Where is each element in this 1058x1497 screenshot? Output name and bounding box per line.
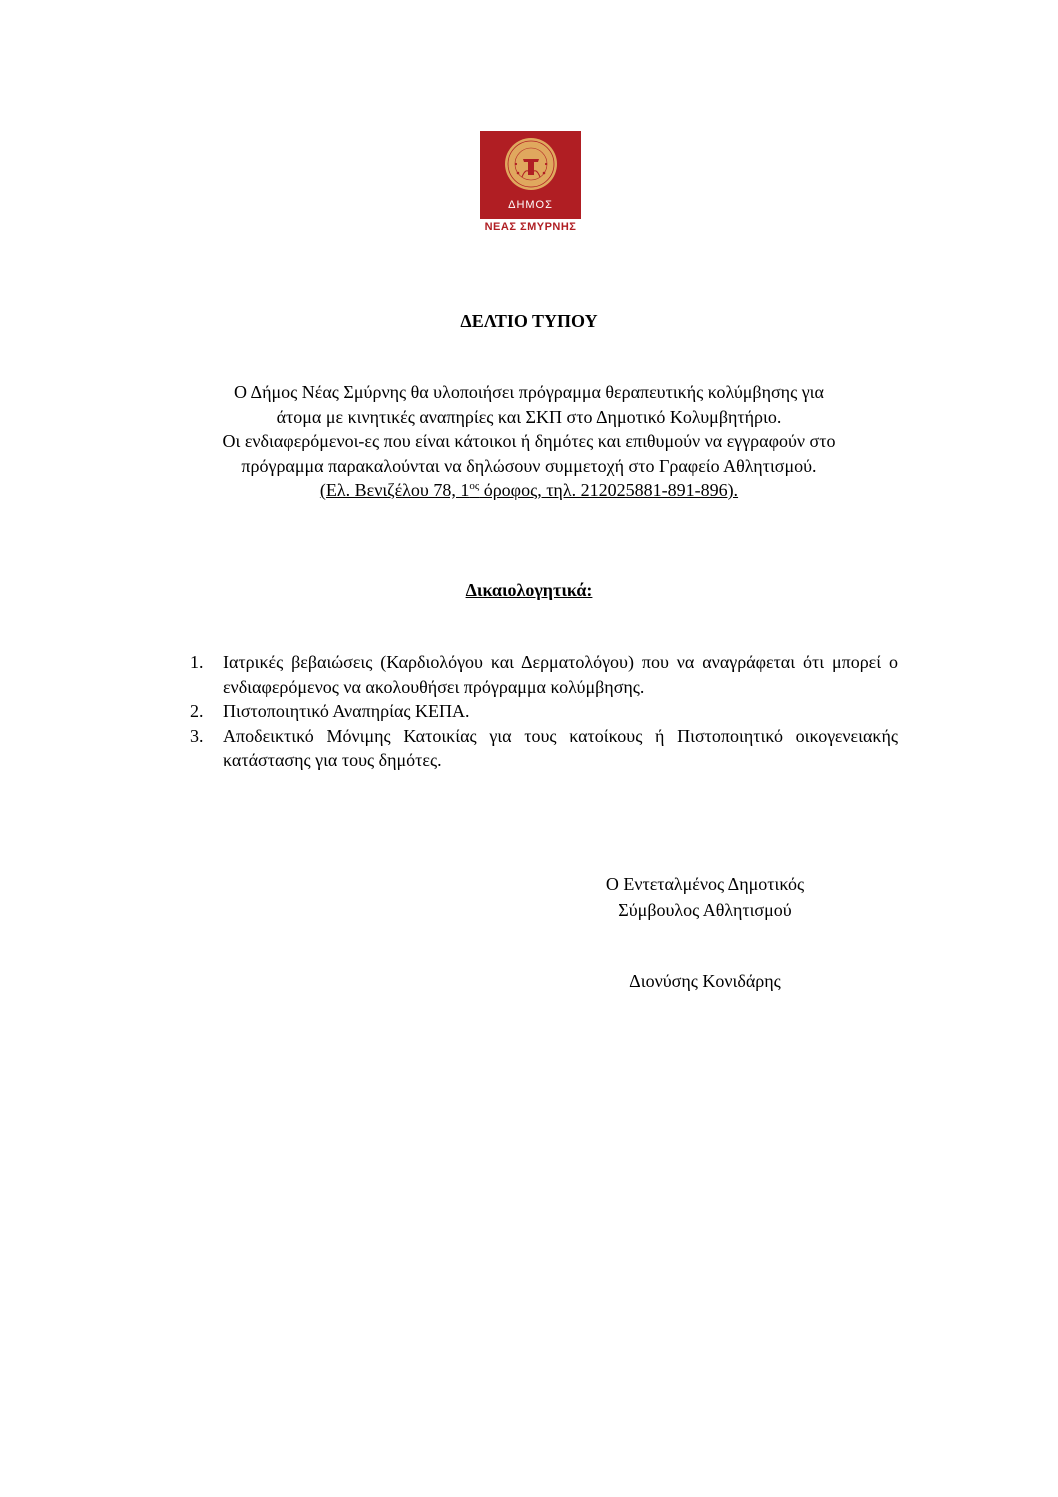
intro-line: πρόγραμμα παρακαλούνται να δηλώσουν συμμετοχή στο Γραφείο Αθλητισμού. xyxy=(241,455,817,476)
signature-role-line: Ο Εντεταλμένος Δημοτικός xyxy=(605,874,805,894)
intro-line: Οι ενδιαφερόμενοι-ες που είναι κάτοικοι ή δημότες και επιθυμούν να εγγραφούν στο xyxy=(222,431,836,451)
requirements-title: Δικαιολογητικά: xyxy=(465,580,593,600)
list-item-text: Πιστοποιητικό Αναπηρίας ΚΕΠΑ. xyxy=(223,701,470,721)
page-title: ΔΕΛΤΙΟ ΤΥΠΟΥ xyxy=(460,311,598,331)
signature-name: Διονύσης Κονιδάρης xyxy=(629,971,781,991)
intro-paragraph xyxy=(120,380,938,503)
list-item xyxy=(190,724,898,773)
address-superscript: ος xyxy=(469,480,480,492)
contact-address xyxy=(120,478,938,503)
list-item-text: Αποδεικτικό Μόνιμης Κατοικίας για τους κατοίκους ή Πιστοποιητικό οικογενειακής κατάστασης για τους δημότες. xyxy=(223,725,898,770)
requirements-list xyxy=(190,650,898,773)
list-item xyxy=(190,699,898,724)
intro-line: Ο Δήμος Νέας Σμύρνης θα υλοποιήσει πρόγραμμα θεραπευτικής κολύμβησης για xyxy=(234,382,824,402)
signature-role-line: Σύμβουλος Αθλητισμού xyxy=(618,900,792,920)
address-suffix: όροφος, τηλ. 212025881-891-896). xyxy=(479,480,739,500)
list-item-number: 1. xyxy=(190,652,204,672)
logo-background xyxy=(480,131,581,219)
list-item-text: Ιατρικές βεβαιώσεις (Καρδιολόγου και Δερματολόγου) που να αναγράφεται ότι μπορεί ο ενδιαφερόμενος να ακολουθήσει πρόγραμμα κολύμβησης. xyxy=(223,652,898,697)
list-item-number: 2. xyxy=(190,701,204,721)
intro-line: άτομα με κινητικές αναπηρίες και ΣΚΠ στο Δημοτικό Κολυμβητήριο. xyxy=(276,406,782,427)
logo-label: ΔΗΜΟΣ xyxy=(508,199,553,211)
municipality-logo xyxy=(480,131,581,234)
municipality-seal-icon xyxy=(504,137,558,191)
address-prefix: (Ελ. Βενιζέλου 78, 1 xyxy=(319,480,470,500)
list-item xyxy=(190,650,898,699)
list-item-number: 3. xyxy=(190,725,204,746)
logo-name: ΝΕΑΣ ΣΜΥΡΝΗΣ xyxy=(484,221,577,233)
signature-role xyxy=(560,871,850,923)
